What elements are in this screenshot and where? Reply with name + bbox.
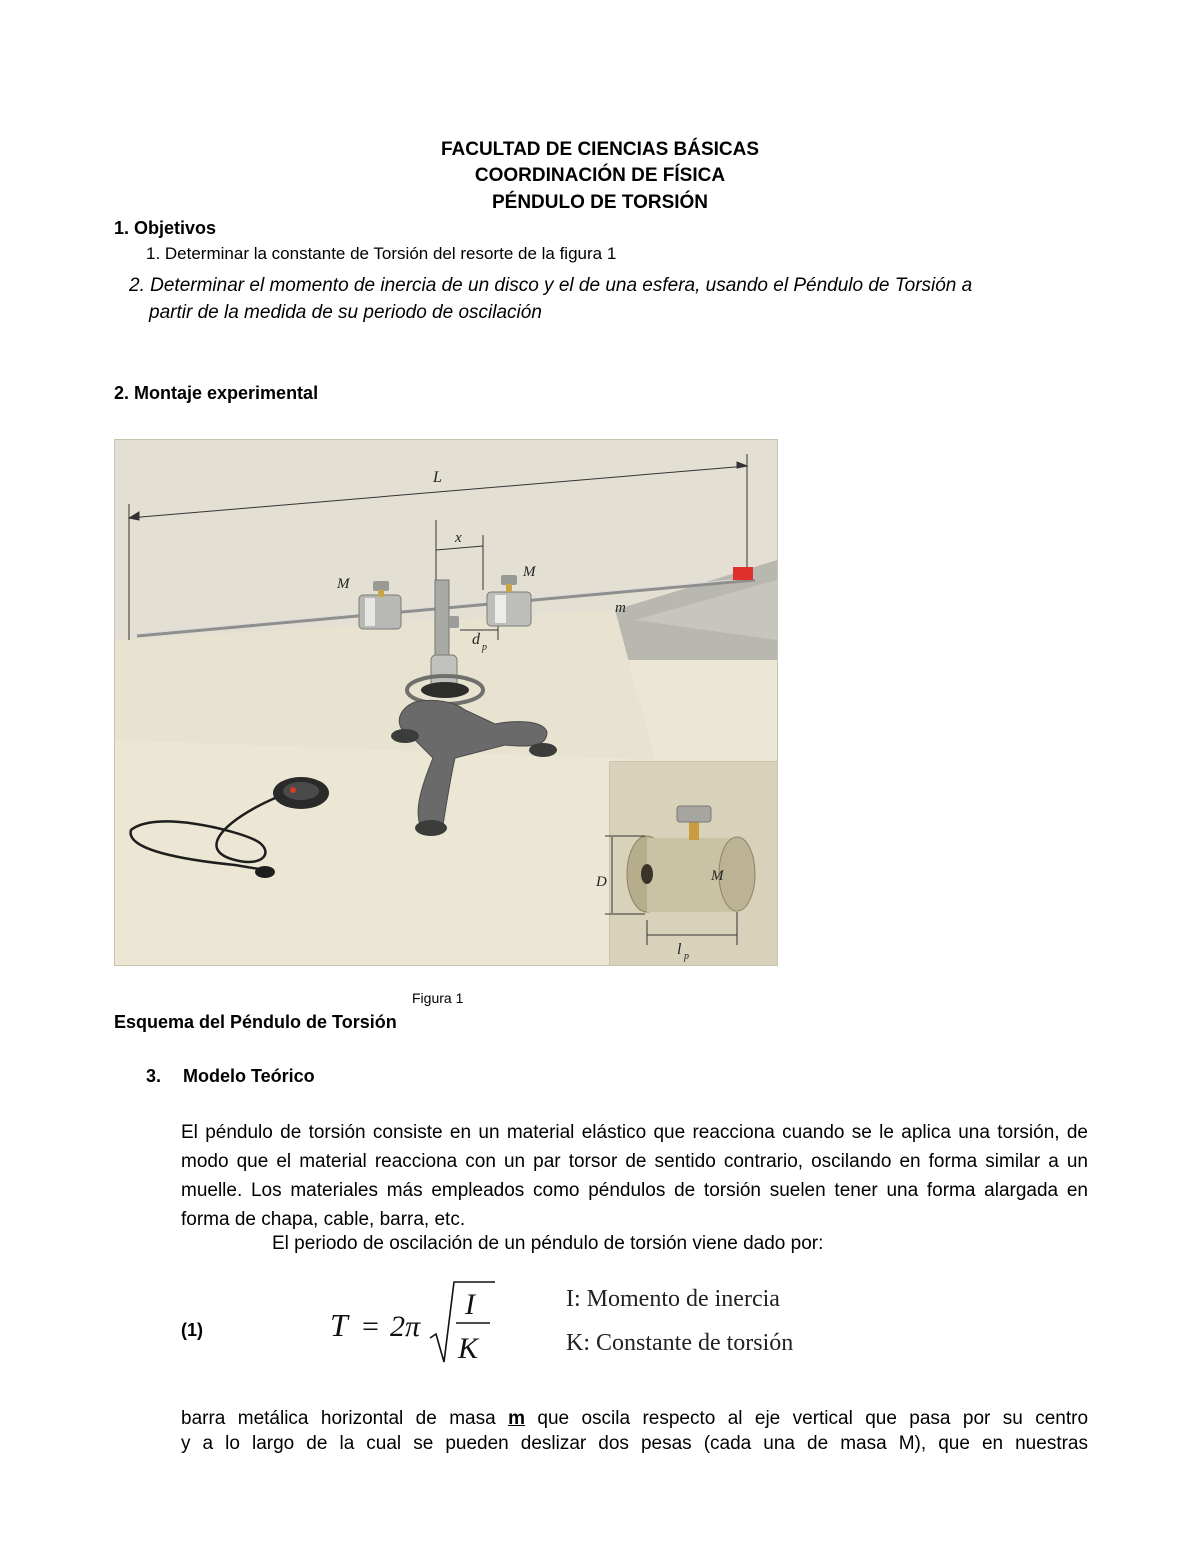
equation-lhs: T <box>330 1307 348 1343</box>
theory-paragraph-1: El péndulo de torsión consiste en un material elástico que reacciona cuando se le aplica una torsión, de modo que el material reacciona con un par torsor de sentido contrario, oscilando en forma similar a un muelle. Los materiales más empleados como péndulos de torsión suelen tener una forma alargada en forma de chapa, cable, barra, etc. <box>181 1122 1088 1230</box>
label-L: L <box>433 469 442 486</box>
objective-item-1: 1. Determinar la constante de Torsión del resorte de la figura 1 <box>146 244 617 263</box>
equation-numerator: I <box>465 1288 475 1321</box>
label-M-left: M <box>337 576 350 592</box>
inset-label-lp: l <box>677 941 682 958</box>
section-theory-title: Modelo Teórico <box>183 1066 315 1086</box>
figure-subcaption: Esquema del Péndulo de Torsión <box>114 1012 397 1032</box>
paragraph3-pre: barra metálica horizontal de masa <box>181 1408 496 1429</box>
inset-label-M: M <box>711 868 724 884</box>
label-x: x <box>455 530 462 546</box>
legend-torsion-constant: K: Constante de torsión <box>566 1330 794 1356</box>
objective-item-2-number: 2. <box>129 275 145 296</box>
header-faculty: FACULTAD DE CIENCIAS BÁSICAS <box>440 139 760 160</box>
theory-paragraph-3-line1 <box>181 1404 1088 1433</box>
paragraph3-mass-symbol: m <box>508 1408 525 1429</box>
label-dp: d <box>472 631 480 648</box>
equation-denominator: K <box>458 1332 479 1365</box>
figure-caption: Figura 1 <box>412 990 464 1006</box>
section-theory-number: 3. <box>146 1066 162 1086</box>
theory-paragraph-2: El periodo de oscilación de un péndulo de torsión viene dado por: <box>272 1233 824 1254</box>
header-coordination: COORDINACIÓN DE FÍSICA <box>474 165 726 186</box>
paragraph3-post: que oscila respecto al eje vertical que pasa por su centro <box>537 1408 1089 1429</box>
torsion-pendulum-figure <box>115 440 777 965</box>
label-dp-subscript: p <box>482 642 487 653</box>
legend-inertia: I: Momento de inercia <box>566 1286 780 1312</box>
objective-item-2-line2: partir de la medida de su periodo de oscilación <box>149 302 542 323</box>
period-equation-svg <box>330 1278 510 1368</box>
objective-item-2-line1: Determinar el momento de inercia de un disco y el de una esfera, usando el Péndulo de Torsión a <box>150 275 973 296</box>
label-M-right: M <box>523 564 536 580</box>
document-title: PÉNDULO DE TORSIÓN <box>491 192 709 213</box>
period-equation <box>330 1278 510 1368</box>
objective-item-2 <box>129 272 1089 326</box>
equation-number: (1) <box>181 1320 203 1340</box>
section-objectives-title: 1. Objetivos <box>114 218 217 238</box>
torsion-pendulum-photo <box>114 439 778 966</box>
equation-equals: = <box>362 1310 379 1343</box>
label-m: m <box>615 600 626 616</box>
equation-coefficient: 2π <box>390 1310 421 1343</box>
inset-label-lp-subscript: p <box>684 951 689 962</box>
theory-paragraph-3-line2: y a lo largo de la cual se pueden deslizar dos pesas (cada una de masa M), que en nuestras <box>181 1433 1088 1454</box>
inset-label-D: D <box>596 874 607 890</box>
section-setup-title: 2. Montaje experimental <box>114 383 319 403</box>
